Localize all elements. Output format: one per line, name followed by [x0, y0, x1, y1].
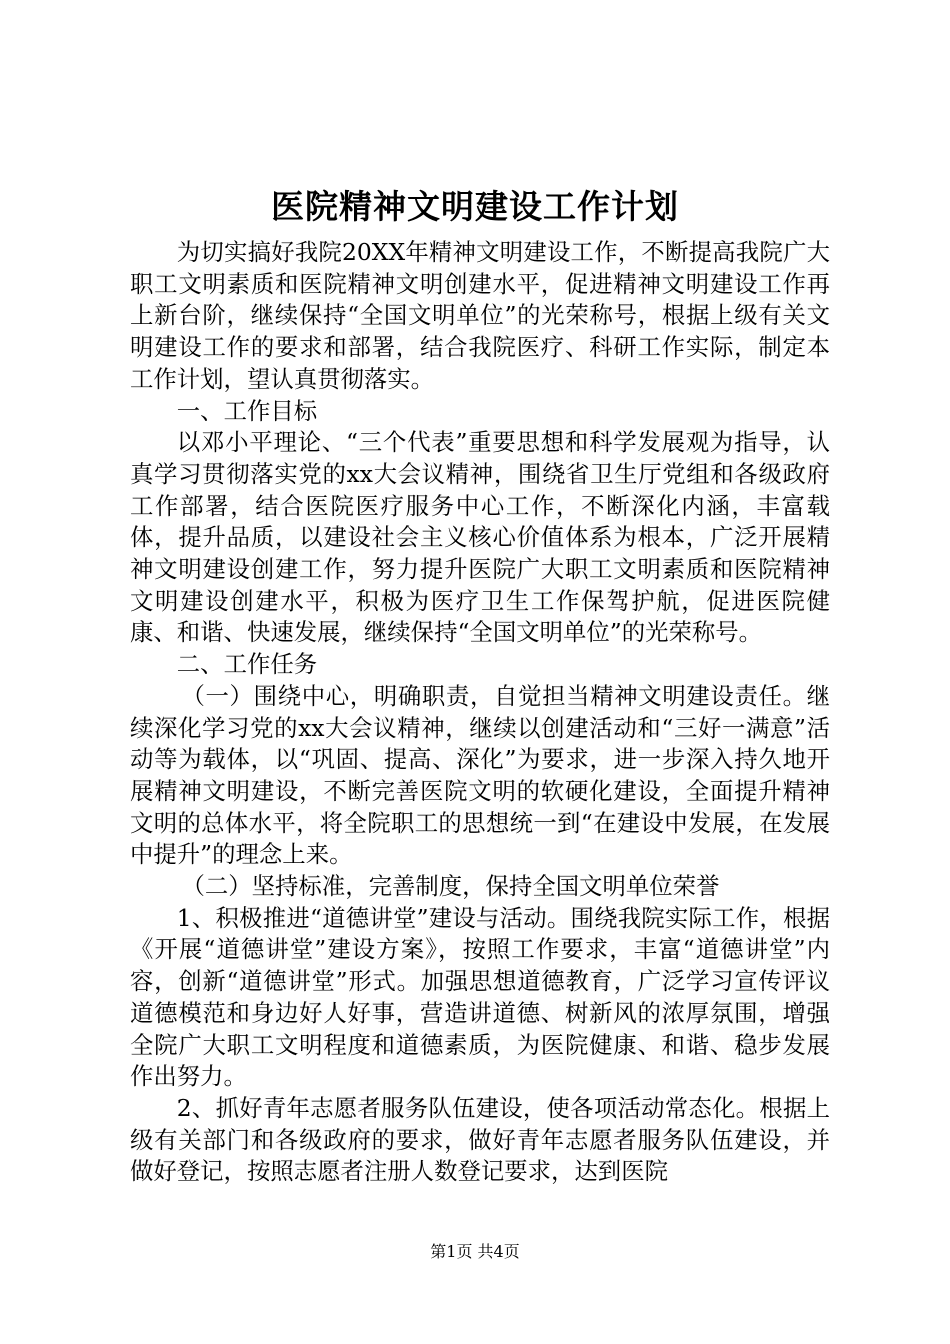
- intro-paragraph: 为切实搞好我院20XX年精神文明建设工作，不断提高我院广大职工文明素质和医院精神文明创建水平，促进精神文明建设工作再上新台阶，继续保持“全国文明单位”的光荣称号，根据上级有关文明建设工作的要求和部署，结合我院医疗、科研工作实际，制定本工作计划，望认真贯彻落实。: [130, 238, 830, 393]
- goals-paragraph: 以邓小平理论、“三个代表”重要思想和科学发展观为指导，认真学习贯彻落实党的xx大会议精神，围绕省卫生厅党组和各级政府工作部署，结合医院医疗服务中心工作，不断深化内涵，丰富载体，提升品质，以建设社会主义核心价值体系为根本，广泛开展精神文明建设创建工作，努力提升医院广大职工文明素质和医院精神文明建设创建水平，积极为医疗卫生工作保驾护航，促进医院健康、和谐、快速发展，继续保持“全国文明单位”的光荣称号。: [130, 428, 830, 647]
- page-number-footer: 第1页 共4页: [430, 1242, 520, 1261]
- task-two-heading: （二）坚持标准，完善制度，保持全国文明单位荣誉: [181, 872, 720, 901]
- document-title: 医院精神文明建设工作计划: [271, 187, 679, 226]
- task-one-paragraph: （一）围绕中心，明确职责，自觉担当精神文明建设责任。继续深化学习党的xx大会议精神，继续以创建活动和“三好一满意”活动等为载体，以“巩固、提高、深化”为要求，进一步深入持久地开展精神文明建设，不断完善医院文明的软硬化建设，全面提升精神文明的总体水平，将全院职工的思想统一到“在建设中发展，在发展中提升”的理念上来。: [130, 681, 830, 869]
- section-heading-goals: 一、工作目标: [176, 396, 318, 425]
- section-heading-tasks: 二、工作任务: [176, 650, 318, 679]
- document-body: [130, 237, 830, 1188]
- item-two-paragraph: 2、抓好青年志愿者服务队伍建设，使各项活动常态化。根据上级有关部门和各级政府的要求，做好青年志愿者服务队伍建设，并做好登记，按照志愿者注册人数登记要求，达到医院: [130, 1093, 830, 1186]
- item-one-paragraph: 1、积极推进“道德讲堂”建设与活动。围绕我院实际工作，根据《开展“道德讲堂”建设方案》，按照工作要求，丰富“道德讲堂”内容，创新“道德讲堂”形式。加强思想道德教育，广泛学习宣传评议道德模范和身边好人好事，营造讲道德、树新风的浓厚氛围，增强全院广大职工文明程度和道德素质，为医院健康、和谐、稳步发展作出努力。: [130, 903, 830, 1091]
